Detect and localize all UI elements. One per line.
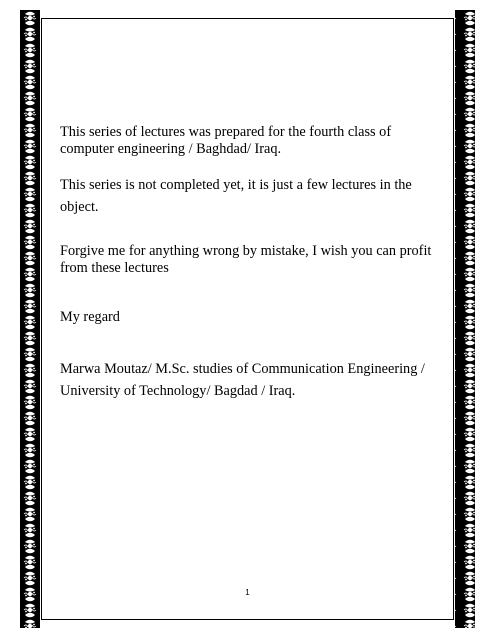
- page-number: 1: [245, 588, 250, 597]
- left-border-strip: [20, 10, 40, 628]
- paragraph-regard: My regard: [60, 309, 120, 325]
- right-border-strip: [455, 10, 475, 628]
- paragraph-apology: Forgive me for anything wrong by mistake, I wish you can profit from these lectures: [60, 243, 432, 276]
- paragraph-status: This series is not completed yet, it is just a few lectures in the object.: [60, 177, 412, 215]
- paragraph-intro: This series of lectures was prepared for the fourth class of computer engineering / Baghdad/ Iraq.: [60, 124, 392, 157]
- paragraph-author: Marwa Moutaz/ M.Sc. studies of Communication Engineering / University of Technology/ Bagdad / Iraq.: [60, 361, 425, 399]
